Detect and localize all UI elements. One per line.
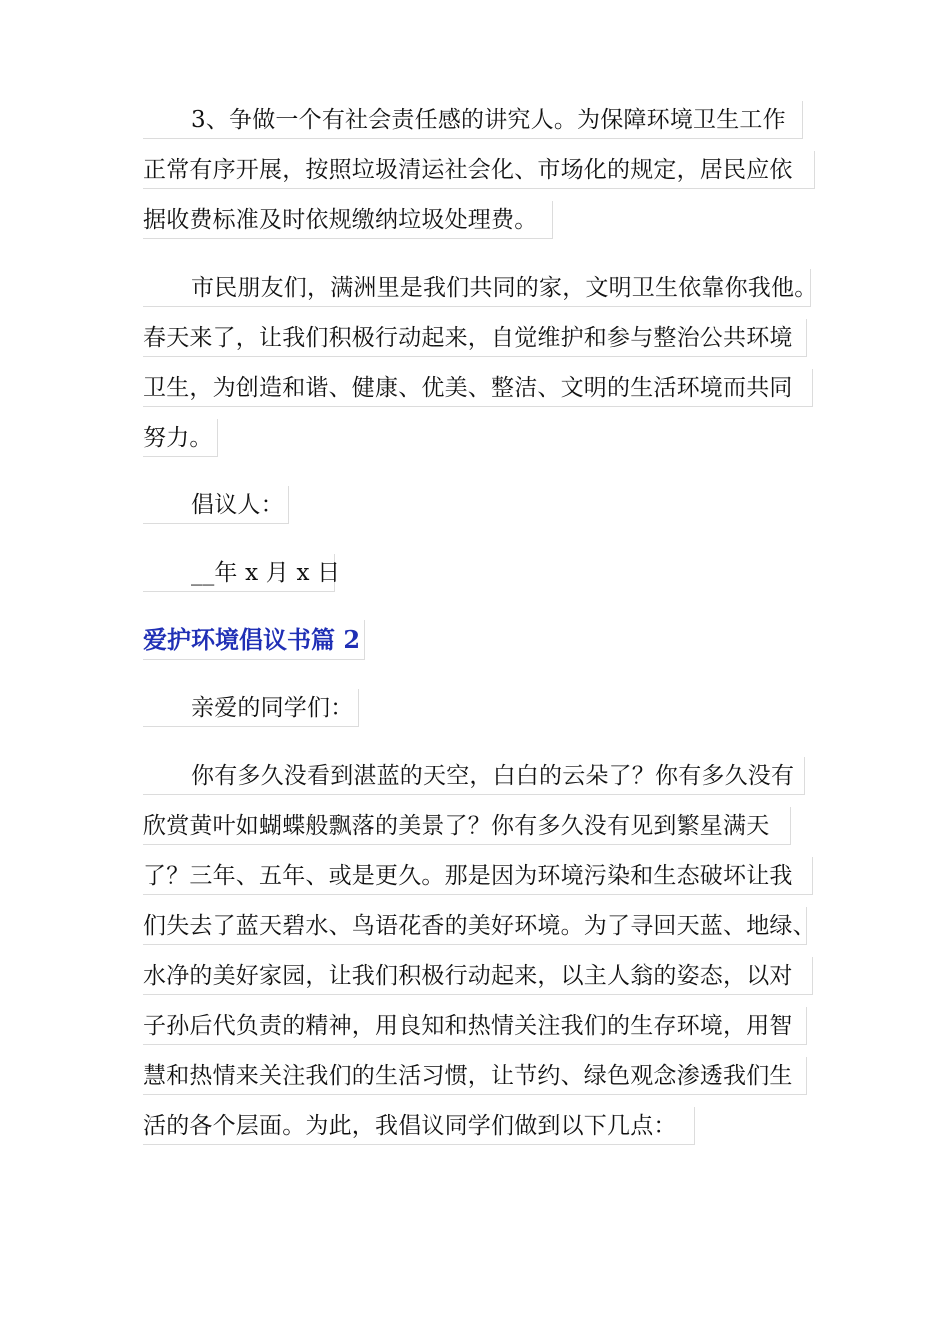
greeting: 亲爱的同学们： <box>143 689 359 727</box>
text-line: 了？三年、五年、或是更久。那是因为环境污染和生态破坏让我 <box>143 857 813 895</box>
text-line: 春天来了，让我们积极行动起来，自觉维护和参与整治公共环境 <box>143 319 807 357</box>
text-line: 市民朋友们，满洲里是我们共同的家，文明卫生依靠你我他。 <box>143 269 811 307</box>
text-line: 活的各个层面。为此，我倡议同学们做到以下几点： <box>143 1107 695 1145</box>
section-title: 爱护环境倡议书篇 2 <box>143 620 365 660</box>
text-line: 3、争做一个有社会责任感的讲究人。为保障环境卫生工作 <box>143 101 803 139</box>
text-line: 们失去了蓝天碧水、鸟语花香的美好环境。为了寻回天蓝、地绿、 <box>143 907 807 945</box>
text-line: 你有多久没看到湛蓝的天空，白白的云朵了？你有多久没有 <box>143 757 805 795</box>
text-line: 据收费标准及时依规缴纳垃圾处理费。 <box>143 201 553 239</box>
text-line: 努力。 <box>143 419 218 457</box>
text-line: 水净的美好家园，让我们积极行动起来，以主人翁的姿态，以对 <box>143 957 813 995</box>
text-line: 欣赏黄叶如蝴蝶般飘落的美景了？你有多久没有见到繁星满天 <box>143 807 791 845</box>
text-line: 子孙后代负责的精神，用良知和热情关注我们的生存环境，用智 <box>143 1007 807 1045</box>
date-line: __年 x 月 x 日 <box>143 554 335 592</box>
text-line: 正常有序开展，按照垃圾清运社会化、市场化的规定，居民应依 <box>143 151 815 189</box>
proposer-label: 倡议人： <box>143 486 289 524</box>
text-line: 慧和热情来关注我们的生活习惯，让节约、绿色观念渗透我们生 <box>143 1057 807 1095</box>
text-line: 卫生，为创造和谐、健康、优美、整洁、文明的生活环境而共同 <box>143 369 813 407</box>
